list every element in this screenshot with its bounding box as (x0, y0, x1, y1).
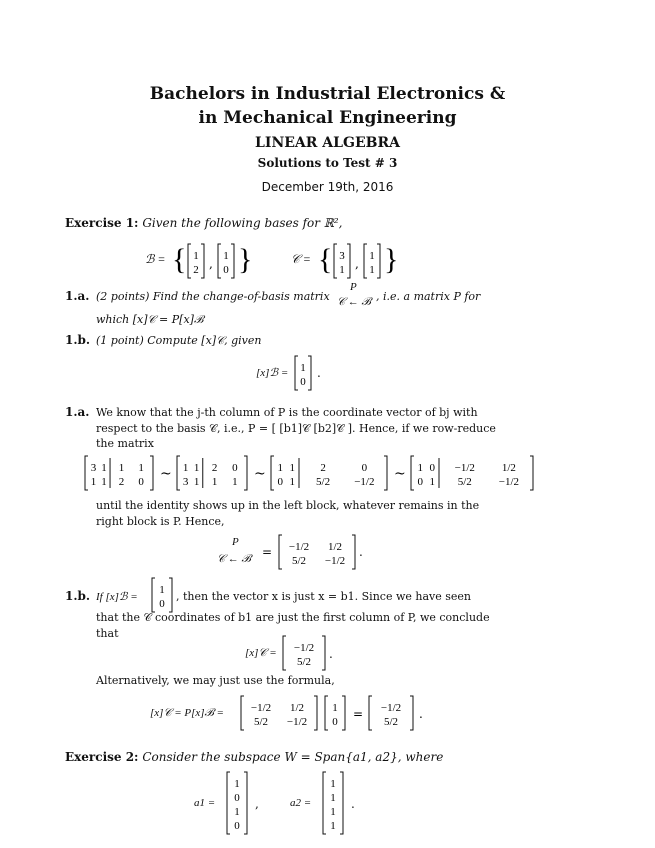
matrix-entry: 1 (234, 778, 240, 790)
matrix-entry: −1/2 (354, 476, 375, 488)
matrix-entry: 1 (211, 476, 218, 488)
q1b-dot: . (317, 366, 321, 380)
matrix-entry: 1 (193, 250, 199, 262)
left-bracket (364, 244, 367, 278)
right-bracket (150, 456, 153, 490)
right-bracket (231, 244, 234, 278)
matrix-entry: 0 (223, 264, 229, 276)
sol1a-label: 1.a. (65, 405, 90, 419)
left-bracket (85, 456, 88, 490)
matrix-entry: −1/2 (498, 476, 520, 488)
left-bracket (227, 772, 230, 834)
right-bracket (384, 456, 387, 490)
matrix-entry: 5/2 (291, 555, 307, 567)
alt-text: Alternatively, we may just use the formula, (96, 674, 335, 687)
matrix-entry: 5/2 (253, 716, 269, 728)
left-bracket (295, 356, 298, 390)
a1-lhs: a1 = (194, 797, 216, 809)
sol1a-line3: the matrix (96, 437, 154, 450)
matrix-entry: 1 (234, 806, 240, 818)
tilde-3: ~ (394, 466, 406, 482)
matrix-B2 (218, 244, 234, 278)
left-bracket (177, 456, 180, 490)
matrix-entry: 2 (118, 476, 125, 488)
exercise-1-prompt: Given the following bases for ℝ², (142, 216, 343, 230)
right-bracket (314, 696, 317, 730)
right-bracket (410, 696, 413, 730)
left-bracket (188, 244, 191, 278)
q1a-label: 1.a. (65, 289, 90, 303)
xc-lhs: [x]𝒞 = (245, 647, 277, 659)
a2-lhs: a2 = (290, 797, 312, 809)
title-line-2: in Mechanical Engineering (198, 108, 457, 128)
brace-open: { (172, 243, 187, 276)
matrix-entry: 1 (417, 462, 424, 474)
formula-eq: = (353, 707, 364, 721)
matrix-entry: 5/2 (383, 716, 399, 728)
matrix-entry: 1 (330, 806, 336, 818)
result-CB: 𝒞 ← ℬ (217, 553, 251, 565)
augmented-matrix-2 (177, 456, 247, 490)
right-bracket (169, 578, 172, 612)
formula-P-matrix (241, 696, 317, 730)
matrix-entry: 1 (330, 820, 336, 832)
matrix-entry: 1 (193, 462, 200, 474)
matrix-entry: −1/2 (293, 642, 315, 654)
matrix-entry: 1 (300, 362, 306, 374)
right-bracket (340, 772, 343, 834)
left-bracket (323, 772, 326, 834)
formula-expression (240, 696, 440, 736)
xc-dot: . (329, 647, 333, 661)
matrix-entry: 0 (234, 820, 240, 832)
brace-open: { (318, 243, 333, 276)
q1a-text: (2 points) Find the change-of-basis matrix (96, 290, 330, 303)
formula-lhs: [x]𝒞 = P[x]ℬ = (150, 707, 224, 719)
right-bracket (322, 636, 325, 670)
matrix-entry: 1 (118, 462, 125, 474)
sol1a-line2: respect to the basis 𝒞, i.e., P = [ [b1]𝒞 [b2]𝒞 ]. Hence, if we row-reduce (96, 422, 496, 435)
left-bracket (325, 696, 328, 730)
date: December 19th, 2016 (261, 180, 394, 194)
basis-C-set (318, 240, 413, 284)
matrix-entry: 1 (90, 476, 97, 488)
left-bracket (369, 696, 372, 730)
matrix-entry: 0 (417, 476, 424, 488)
matrix-entry: 0 (332, 716, 338, 728)
brace-close: } (238, 243, 253, 276)
right-bracket (347, 244, 350, 278)
q1a-tail: , i.e. a matrix P for (376, 290, 481, 303)
exercise-2-prompt: Consider the subspace W = Span{a1, a2}, where (142, 750, 444, 764)
matrix-entry: 1 (332, 702, 338, 714)
left-bracket (241, 696, 244, 730)
left-bracket (334, 244, 337, 278)
matrix-entry: 5/2 (457, 476, 472, 488)
matrix-entry: 1/2 (327, 541, 343, 553)
matrix-entry: 1 (289, 462, 295, 474)
matrix-entry: −1/2 (286, 716, 308, 728)
tilde-1: ~ (160, 466, 172, 482)
matrix-entry: 0 (429, 462, 435, 474)
matrix-entry: 1 (101, 476, 107, 488)
sol1b-label: 1.b. (65, 589, 91, 603)
a2-matrix (323, 772, 343, 834)
matrix-entry: 1 (232, 476, 238, 488)
right-bracket (352, 535, 355, 569)
matrix-entry: 3 (90, 462, 97, 474)
matrix-entry: 1 (182, 462, 189, 474)
left-bracket (218, 244, 221, 278)
title-line-1: Bachelors in Industrial Electronics & (149, 84, 506, 104)
matrix-entry: 0 (277, 476, 284, 488)
q1b-text: (1 point) Compute [x]𝒞, given (96, 334, 262, 347)
left-bracket (411, 456, 414, 490)
matrix-entry: 0 (138, 476, 144, 488)
matrix-entry: 2 (211, 462, 218, 474)
sol1b-matrix (152, 578, 172, 612)
sol1a-line5: right block is P. Hence, (96, 515, 225, 528)
augmented-matrix-3 (271, 456, 387, 490)
formula-xB-vector (325, 696, 345, 730)
matrix-entry: 1 (369, 250, 375, 262)
a2-vector (322, 772, 352, 844)
right-bracket (308, 356, 311, 390)
matrix-entry: −1/2 (288, 541, 310, 553)
right-bracket (201, 244, 204, 278)
comma: , (209, 257, 213, 271)
xc-matrix (283, 636, 325, 670)
basis-B-label: ℬ = (145, 252, 166, 266)
q1a-P: P (350, 281, 357, 293)
matrix-C1 (334, 244, 350, 278)
matrix-entry: 1 (223, 250, 229, 262)
q1b-matrix (295, 356, 311, 390)
q1a-line2: which [x]𝒞 = P[x]ℬ (96, 313, 204, 326)
right-bracket (244, 772, 247, 834)
matrix-entry: 1 (193, 476, 200, 488)
matrix-entry: 1 (339, 264, 345, 276)
augmented-matrix-4 (411, 456, 533, 490)
matrix-entry: 0 (300, 376, 306, 388)
basis-B-set (172, 240, 267, 284)
comma: , (355, 257, 359, 271)
q1a-CB: 𝒞 ← ℬ (337, 296, 371, 308)
left-bracket (152, 578, 155, 612)
matrix-entry: 1 (289, 476, 295, 488)
basis-C-label: 𝒞 = (291, 252, 311, 266)
matrix-entry: 1 (330, 792, 336, 804)
matrix-B1 (188, 244, 204, 278)
left-bracket (279, 535, 282, 569)
matrix-entry: 1 (429, 476, 435, 488)
result-dot: . (359, 545, 363, 559)
a1-vector (226, 772, 256, 844)
exercise-2-heading (65, 750, 443, 764)
matrix-entry: −1/2 (324, 555, 346, 567)
exercise-2-label: Exercise 2: (65, 750, 139, 764)
matrix-entry: −1/2 (454, 462, 475, 474)
matrix-entry: 2 (193, 264, 199, 276)
matrix-entry: 5/2 (316, 476, 331, 488)
sol1b-line2: that the 𝒞 coordinates of b1 are just the first column of P, we conclude (96, 611, 490, 624)
left-bracket (271, 456, 274, 490)
matrix-entry: 3 (339, 250, 345, 262)
sol1b-line1-tail: , then the vector x is just x = b1. Since we have seen (176, 590, 471, 603)
matrix-entry: 1 (138, 462, 144, 474)
a1-comma: , (255, 797, 259, 811)
right-bracket (530, 456, 533, 490)
matrix-entry: 0 (361, 462, 368, 474)
matrix-entry: 1 (159, 584, 165, 596)
exercise-1-label: Exercise 1: (65, 216, 139, 230)
left-bracket (283, 636, 286, 670)
matrix-entry: 5/2 (296, 656, 312, 668)
q1b-label: 1.b. (65, 333, 91, 347)
sol1a-line4: until the identity shows up in the left block, whatever remains in the (96, 499, 480, 512)
augmented-matrix-1 (85, 456, 153, 490)
matrix-entry: 3 (182, 476, 189, 488)
matrix-entry: 1/2 (289, 702, 305, 714)
brace-close: } (384, 243, 399, 276)
matrix-entry: −1/2 (250, 702, 272, 714)
matrix-C2 (364, 244, 380, 278)
row-reduction-chain (84, 456, 544, 496)
matrix-entry: 1 (277, 462, 284, 474)
matrix-entry: 1 (369, 264, 375, 276)
sol1b-if: If [x]ℬ = (96, 591, 138, 603)
xc-vector (282, 636, 332, 676)
exercise-1-heading (65, 216, 342, 230)
sol1b-line3: that (96, 627, 119, 640)
matrix-entry: 1/2 (501, 462, 516, 474)
formula-result-vector (369, 696, 413, 730)
P-matrix (279, 535, 355, 569)
right-bracket (342, 696, 345, 730)
test-title: Solutions to Test # 3 (257, 156, 398, 170)
q1b-lhs: [x]ℬ = (256, 367, 289, 379)
matrix-entry: 1 (101, 462, 107, 474)
matrix-entry: 0 (232, 462, 238, 474)
matrix-entry: 0 (234, 792, 240, 804)
right-bracket (377, 244, 380, 278)
matrix-entry: 1 (330, 778, 336, 790)
a2-dot: . (351, 797, 355, 811)
result-eq: = (262, 545, 273, 559)
matrix-entry: 0 (159, 598, 165, 610)
result-matrix (278, 535, 368, 575)
matrix-entry: 2 (320, 462, 326, 474)
subject-heading: LINEAR ALGEBRA (255, 135, 400, 151)
sol1a-line1: We know that the j-th column of P is the coordinate vector of bj with (96, 406, 478, 419)
tilde-2: ~ (254, 466, 266, 482)
formula-dot: . (419, 707, 423, 721)
matrix-entry: −1/2 (380, 702, 402, 714)
a1-matrix (227, 772, 247, 834)
result-P: P (232, 536, 239, 548)
right-bracket (244, 456, 247, 490)
